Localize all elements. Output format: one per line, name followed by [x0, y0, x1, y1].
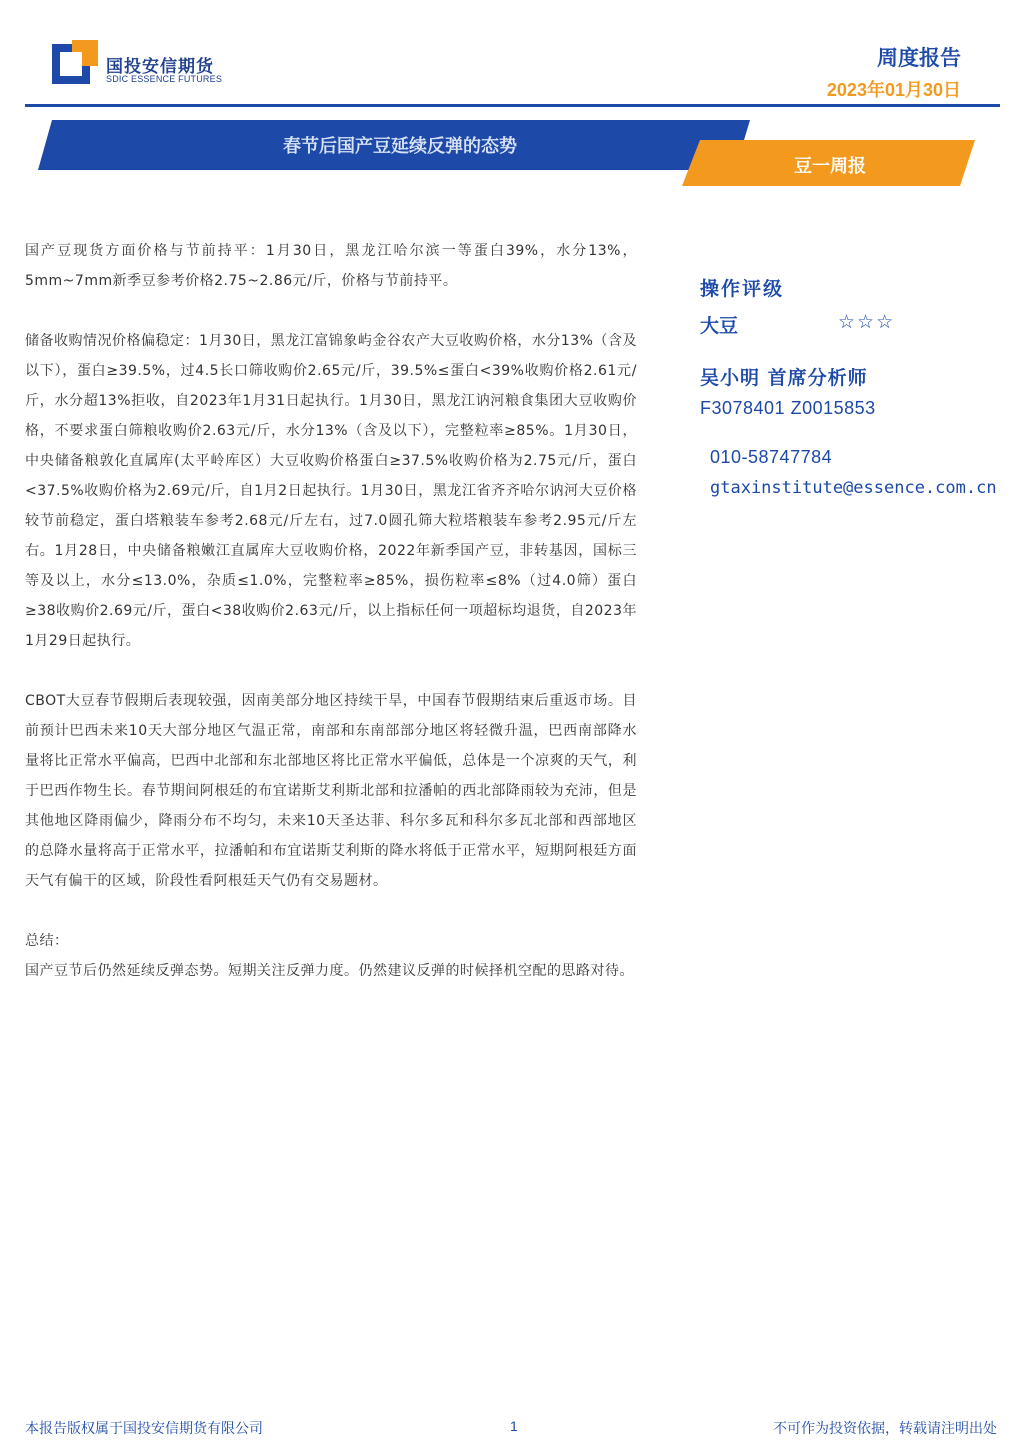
analyst-license: F3078401 Z0015853	[700, 398, 876, 418]
header-divider	[25, 104, 1000, 107]
footer-copyright: 本报告版权属于国投安信期货有限公司	[25, 1421, 263, 1437]
contact-phone: 010-58747784	[710, 447, 833, 467]
analyst-name: 吴小明 首席分析师	[700, 367, 868, 389]
paragraph-spot-price: 国产豆现货方面价格与节前持平：1月30日，黑龙江哈尔滨一等蛋白39%，水分13%，5mm~7mm新季豆参考价格2.75~2.86元/斤，价格与节前持平。	[25, 243, 637, 289]
rating-row	[700, 311, 1025, 337]
contact-email[interactable]: gtaxinstitute@essence.com.cn	[710, 478, 997, 498]
report-type: 周度报告	[877, 46, 961, 70]
report-body	[25, 236, 637, 1016]
paragraph-reserve-purchase: 储备收购情况价格偏稳定：1月30日，黑龙江富锦象屿金谷农产大豆收购价格，水分13%（含及以下），蛋白≥39.5%，过4.5长口筛收购价2.65元/斤，39.5%≤蛋白<39%收购价格2.61元/斤，水分超13%拒收，自2023年1月31日起执行。1月30日，黑龙江讷河粮食集团大豆收购价格，不要求蛋白筛粮收购价2.63元/斤，水分13%（含及以下），完整粒率≥85%。1月30日，中央储备粮敦化直属库(太平岭库区）大豆收购价格蛋白≥37.5%收购价格为2.75元/斤，蛋白<37.5%收购价格为2.69元/斤，自1月2日起执行。1月30日，黑龙江省齐齐哈尔讷河大豆价格较节前稳定，蛋白塔粮装车参考2.68元/斤左右，过7.0圆孔筛大粒塔粮装车参考2.95元/斤左右。1月28日，中央储备粮嫩江直属库大豆收购价格，2022年新季国产豆，非转基因，国标三等及以上，水分≤13.0%，杂质≤1.0%，完整粒率≥85%，损伤粒率≤8%（过4.0筛）蛋白≥38收购价2.69元/斤，蛋白<38收购价2.63元/斤，以上指标任何一项超标均退货，自2023年1月29日起执行。	[25, 333, 637, 649]
rating-title: 操作评级	[700, 278, 785, 300]
rating-commodity: 大豆	[700, 315, 739, 337]
rating-stars-icon: ☆☆☆	[838, 311, 896, 333]
report-category-tag: 豆一周报	[794, 156, 866, 177]
page-number: 1	[510, 1418, 518, 1434]
summary-text: 国产豆节后仍然延续反弹态势。短期关注反弹力度。仍然建议反弹的时候择机空配的思路对待。	[25, 963, 634, 979]
paragraph-cbot-weather: CBOT大豆春节假期后表现较强，因南美部分地区持续干旱，中国春节假期结束后重返市场。目前预计巴西未来10天大部分地区气温正常，南部和东南部部分地区将轻微升温，巴西南部降水量将比正常水平偏高，巴西中北部和东北部地区将比正常水平偏低，总体是一个凉爽的天气，利于巴西作物生长。春节期间阿根廷的布宜诺斯艾利斯北部和拉潘帕的西北部降雨较为充沛，但是其他地区降雨偏少，降雨分布不均匀，未来10天圣达菲、科尔多瓦和科尔多瓦北部和西部地区的总降水量将高于正常水平，拉潘帕和布宜诺斯艾利斯的降水将低于正常水平，短期阿根廷方面天气有偏干的区域，阶段性看阿根廷天气仍有交易题材。	[25, 693, 637, 889]
footer-disclaimer: 不可作为投资依据，转载请注明出处	[773, 1421, 997, 1437]
sidebar	[700, 274, 1025, 498]
company-name-en: SDIC ESSENCE FUTURES	[106, 74, 223, 84]
company-name-cn: 国投安信期货	[106, 57, 214, 77]
summary-label: 总结：	[25, 933, 69, 949]
report-title: 春节后国产豆延续反弹的态势	[283, 136, 517, 157]
report-date: 2023年01月30日	[826, 80, 961, 100]
company-logo-icon	[52, 40, 100, 88]
